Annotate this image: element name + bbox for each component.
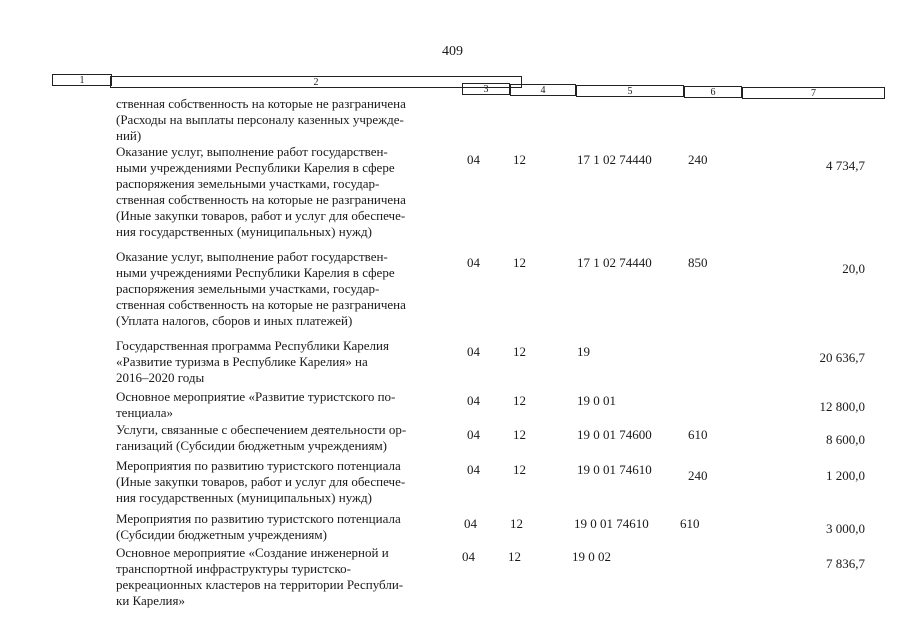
row-vr: 850 (688, 255, 708, 270)
row-pr: 12 (508, 549, 521, 564)
row-description: Основное мероприятие «Создание инженерной и транспортной инфраструктуры туристско- рекреационных кластеров на территории Республи- ки Карелия» (116, 545, 404, 608)
header-col-3: 3 (462, 83, 510, 95)
page-number: 409 (442, 44, 463, 59)
row-vr: 240 (688, 468, 708, 483)
header-col-2: 2 (110, 76, 522, 88)
row-sum: 3 000,0 (826, 521, 865, 536)
header-col-6: 6 (684, 86, 742, 98)
row-csr: 19 0 02 (572, 549, 611, 564)
row-rz: 04 (462, 549, 475, 564)
row-rz: 04 (464, 516, 477, 531)
row-description: Оказание услуг, выполнение работ государствен- ными учреждениями Республики Карелия в сфере распоряжения земельными участками, государ- ственная собственность на которые не разграничена (Иные закупки товаров, работ и услуг для обеспече- ния государственных (муниципальных) нужд) (116, 144, 406, 239)
row-sum: 1 200,0 (826, 468, 865, 483)
row-vr: 240 (688, 152, 708, 167)
header-col-4: 4 (510, 84, 576, 96)
header-col-7: 7 (742, 87, 885, 99)
row-rz: 04 (467, 152, 480, 167)
row-sum: 8 600,0 (826, 432, 865, 447)
row-sum: 4 734,7 (826, 158, 865, 173)
row-csr: 17 1 02 74440 (577, 255, 652, 270)
row-pr: 12 (513, 152, 526, 167)
header-col-1: 1 (52, 74, 112, 86)
row-csr: 19 (577, 344, 590, 359)
row-description: Государственная программа Республики Карелия «Развитие туризма в Республике Карелия» на 2016–2020 годы (116, 338, 389, 385)
header-col-5: 5 (576, 85, 684, 97)
row-pr: 12 (510, 516, 523, 531)
row-description: Мероприятия по развитию туристского потенциала (Иные закупки товаров, работ и услуг для обеспече- ния государственных (муниципальных) нужд) (116, 458, 406, 505)
row-description: Оказание услуг, выполнение работ государствен- ными учреждениями Республики Карелия в сфере распоряжения земельными участками, государ- ственная собственность на которые не разграничена (Уплата налогов, сборов и иных платежей) (116, 249, 406, 328)
row-sum: 7 836,7 (826, 556, 865, 571)
row-csr: 17 1 02 74440 (577, 152, 652, 167)
row-pr: 12 (513, 255, 526, 270)
row-csr: 19 0 01 74610 (574, 516, 649, 531)
row-description: Мероприятия по развитию туристского потенциала (Субсидии бюджетным учреждениям) (116, 511, 401, 542)
row-pr: 12 (513, 344, 526, 359)
row-csr: 19 0 01 74600 (577, 427, 652, 442)
row-rz: 04 (467, 255, 480, 270)
row-rz: 04 (467, 462, 480, 477)
row-pr: 12 (513, 462, 526, 477)
row-sum: 20 636,7 (819, 350, 865, 365)
row-sum: 12 800,0 (819, 399, 865, 414)
row-rz: 04 (467, 344, 480, 359)
row-rz: 04 (467, 427, 480, 442)
row-description: Основное мероприятие «Развитие туристского по- тенциала» (116, 389, 396, 420)
row-pr: 12 (513, 427, 526, 442)
row-description: ственная собственность на которые не разграничена (Расходы на выплаты персоналу казенных учрежде- ний) (116, 96, 406, 143)
row-pr: 12 (513, 393, 526, 408)
row-csr: 19 0 01 74610 (577, 462, 652, 477)
row-vr: 610 (680, 516, 700, 531)
row-csr: 19 0 01 (577, 393, 616, 408)
row-description: Услуги, связанные с обеспечением деятельности ор- ганизаций (Субсидии бюджетным учреждениям) (116, 422, 407, 453)
row-vr: 610 (688, 427, 708, 442)
row-rz: 04 (467, 393, 480, 408)
row-sum: 20,0 (842, 261, 865, 276)
